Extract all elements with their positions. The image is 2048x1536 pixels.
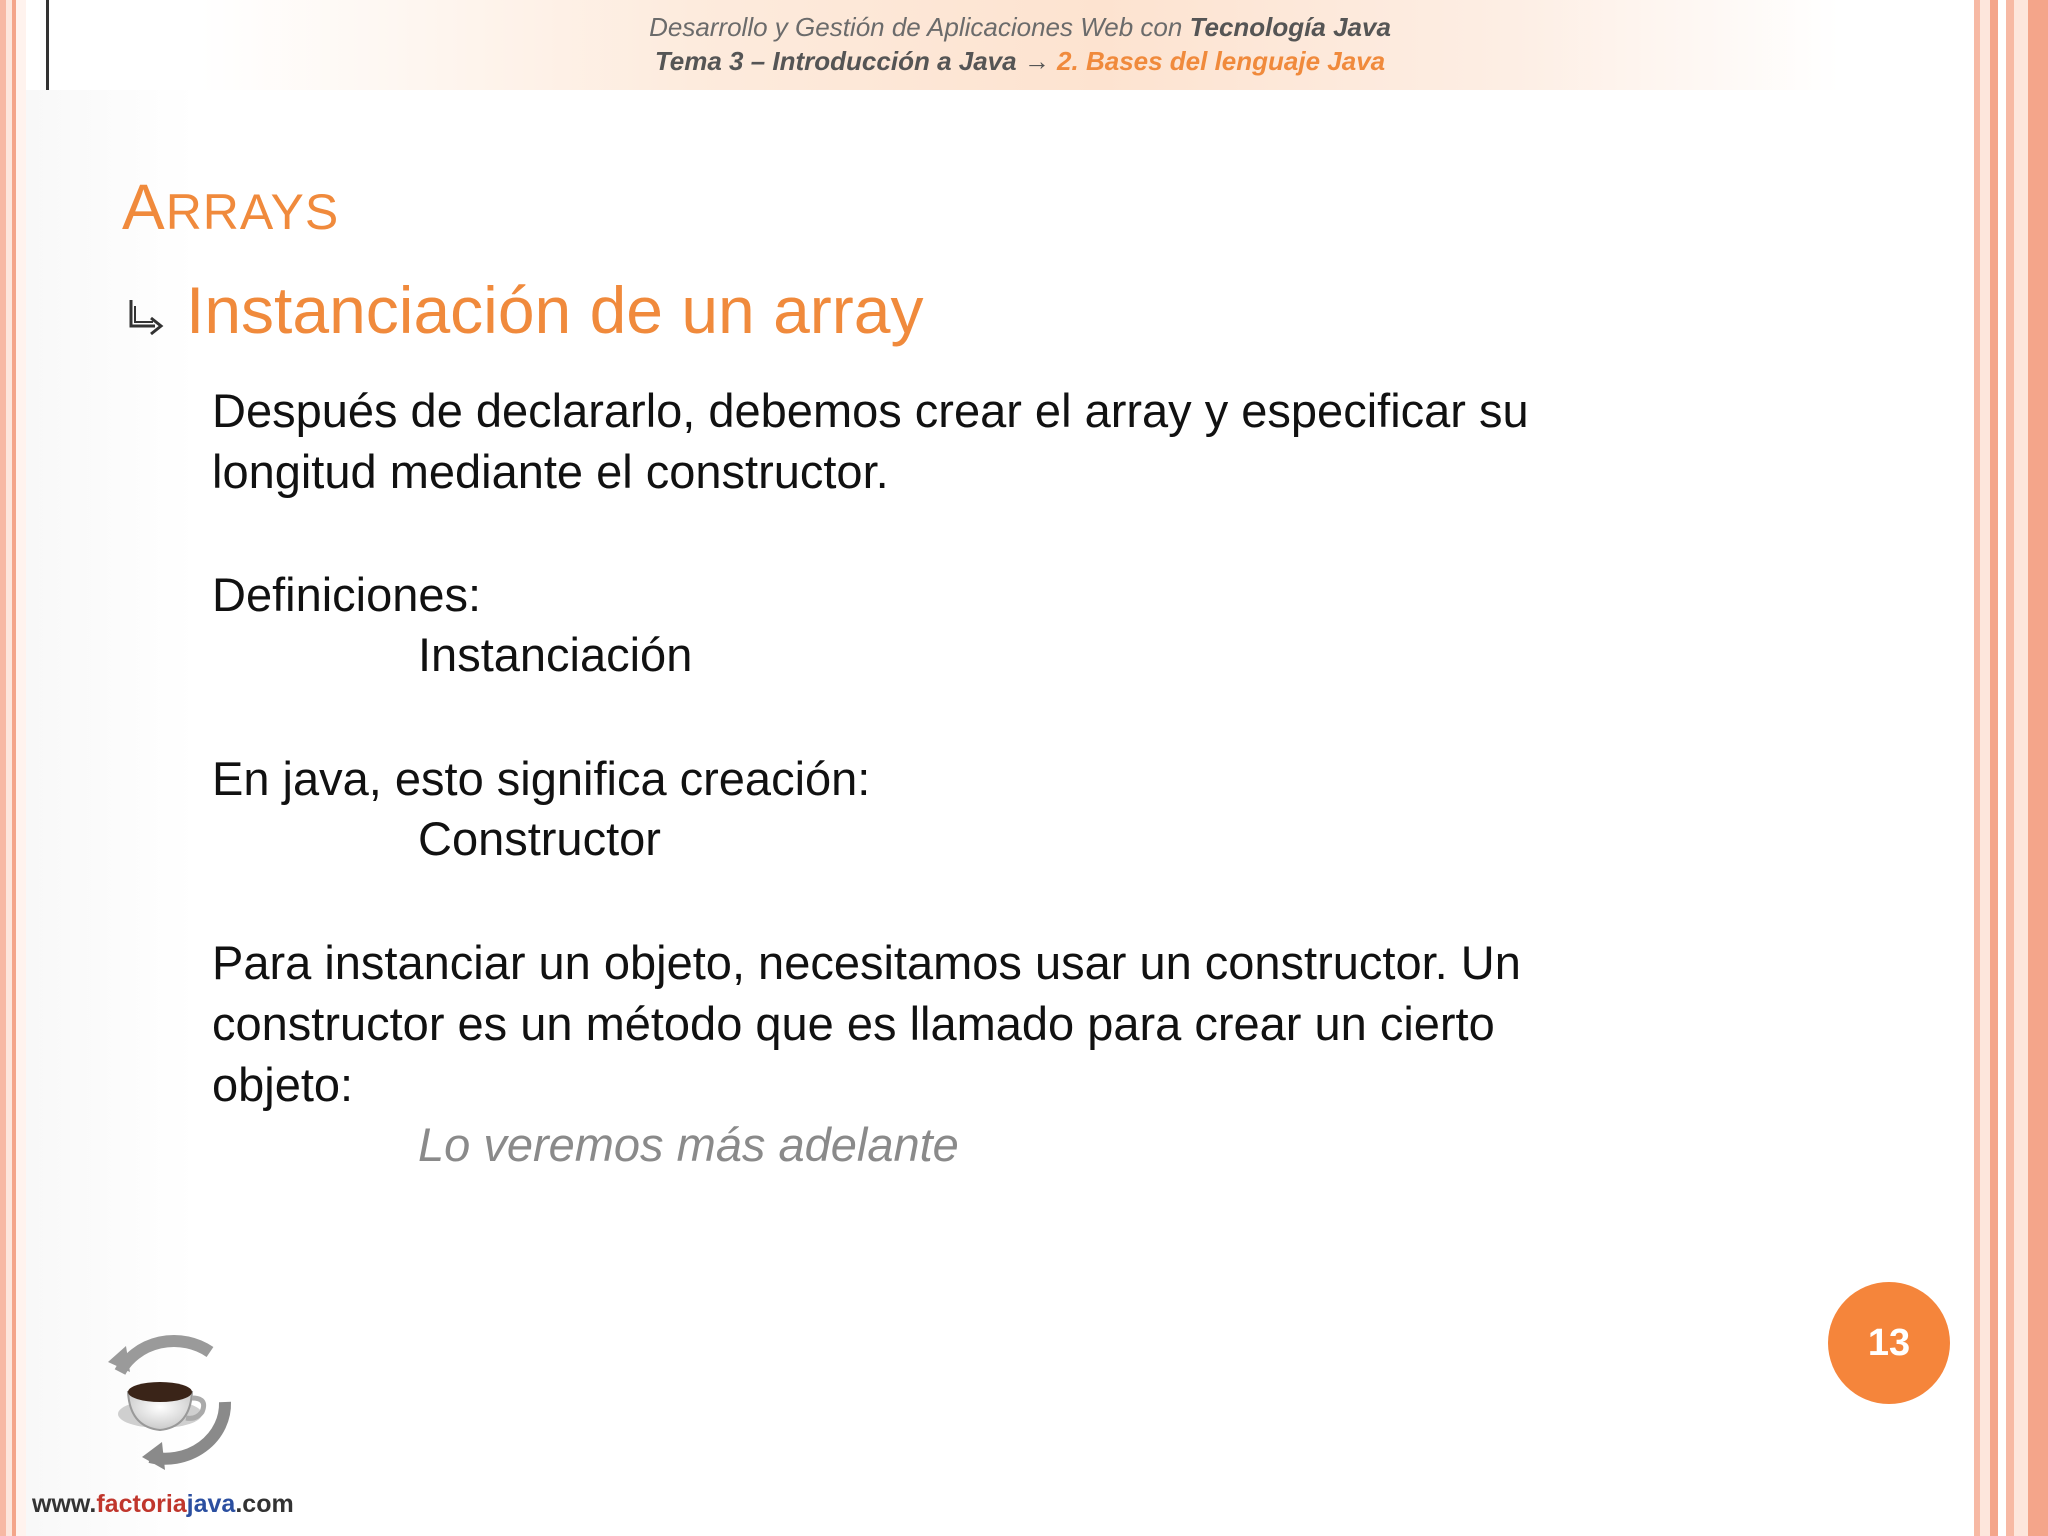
body-p3-line1: Para instanciar un objeto, necesitamos usar un constructor. Un: [212, 936, 1521, 989]
frame-left-decoration: [0, 0, 26, 1536]
site-prefix: www.: [32, 1490, 97, 1518]
java-term: Constructor: [418, 812, 661, 865]
site-red: factoria: [96, 1490, 187, 1518]
body-p1-line1: Después de declararlo, debemos crear el array y especificar su: [212, 384, 1529, 437]
site-suffix: .com: [235, 1490, 294, 1518]
header-topic-accent: 2. Bases del lenguaje Java: [1057, 46, 1386, 76]
java-label: En java, esto significa creación:: [212, 752, 871, 805]
corner-arrow-icon: [125, 292, 165, 342]
header-course-bold: Tecnología Java: [1189, 12, 1391, 42]
frame-left-line: [46, 0, 49, 90]
body-note: Lo veremos más adelante: [418, 1118, 959, 1171]
slide-title: [122, 170, 339, 244]
slide-header: [200, 0, 1840, 90]
footer-website: [32, 1490, 294, 1519]
header-arrow-icon: →: [1023, 46, 1050, 76]
definiciones-label: Definiciones:: [212, 568, 482, 621]
header-topic-prefix: Tema 3 – Introducción a Java: [654, 46, 1024, 76]
slide-subtitle: Instanciación de un array: [186, 273, 924, 347]
header-course-title: [200, 12, 1840, 43]
site-blue: java: [186, 1490, 236, 1518]
frame-right-decoration: [1968, 0, 2048, 1536]
header-course-prefix: Desarrollo y Gestión de Aplicaciones Web con: [649, 12, 1190, 42]
body-p3-line3: objeto:: [212, 1058, 354, 1111]
title-rest: RRAYS: [165, 184, 340, 240]
page-number-badge: 13: [1828, 1282, 1950, 1404]
body-p3-line2: constructor es un método que es llamado para crear un cierto: [212, 997, 1495, 1050]
header-topic: [200, 46, 1840, 77]
coffee-cup-logo-icon: [90, 1332, 250, 1472]
body-p1-line2: longitud mediante el constructor.: [212, 445, 889, 498]
definiciones-term: Instanciación: [418, 628, 693, 681]
body-paragraph-1: [212, 380, 1529, 502]
content-shade: [26, 90, 196, 1536]
body-paragraph-3: [212, 932, 1521, 1115]
title-cap: A: [122, 171, 166, 243]
